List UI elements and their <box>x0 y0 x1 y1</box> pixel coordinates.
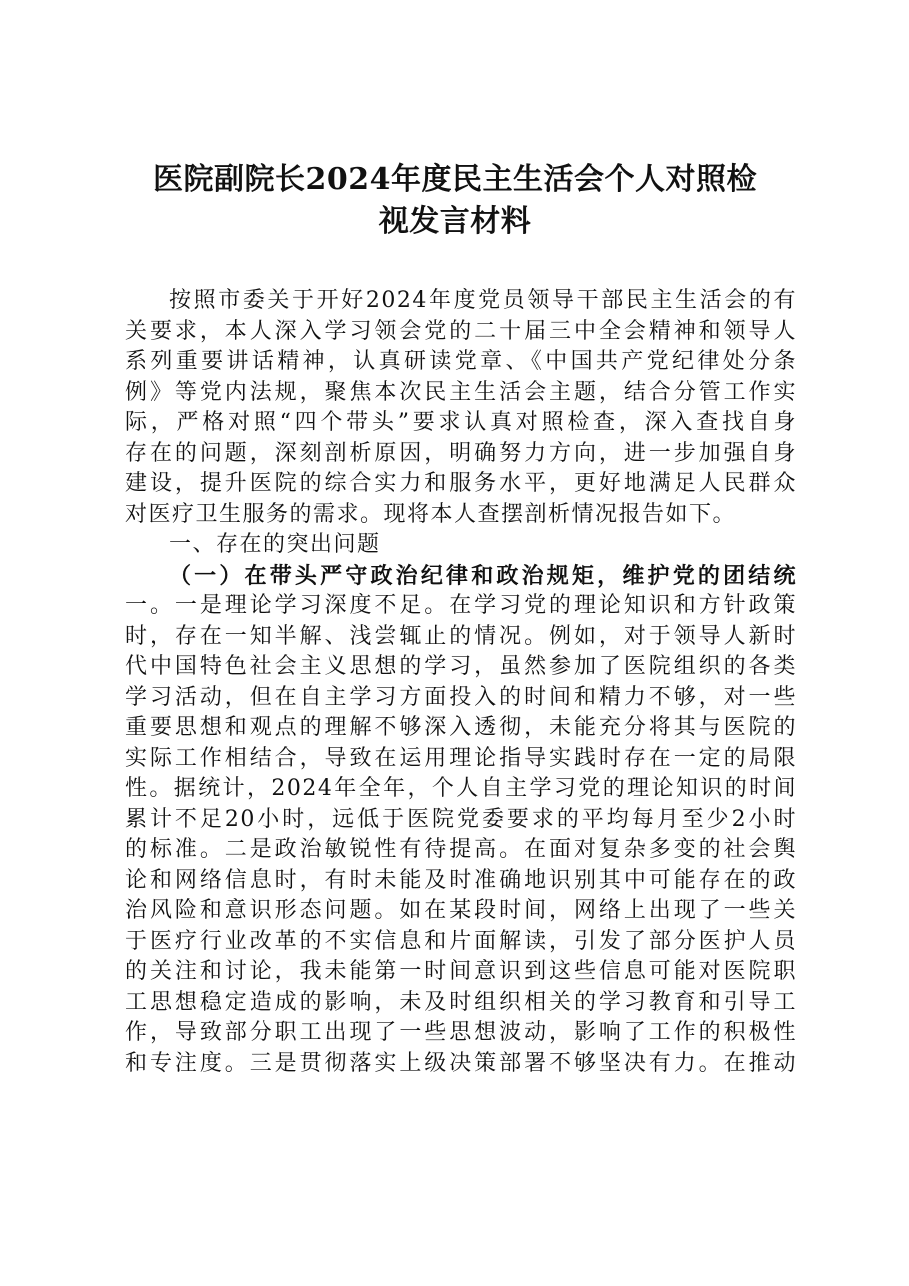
paragraph-line: 和专注度。三是贯彻落实上级决策部署不够坚决有力。在推动 <box>125 1050 797 1076</box>
paragraph-line: 论和网络信息时，有时未能及时准确地识别其中可能存在的政 <box>125 867 797 893</box>
paragraph-line: 际，严格对照“四个带头”要求认真对照检查，深入查找自身 <box>125 410 797 435</box>
paragraph-line: 的标准。二是政治敏锐性有待提高。在面对复杂多变的社会舆 <box>125 837 797 862</box>
paragraph-line: 实际工作相结合，导致在运用理论指导实践时存在一定的局限 <box>125 745 797 771</box>
paragraph-line: 代中国特色社会主义思想的学习，虽然参加了医院组织的各类 <box>125 654 797 679</box>
paragraph-line: 学习活动，但在自主学习方面投入的时间和精力不够，对一些 <box>125 684 797 710</box>
paragraph-line: 工思想稳定造成的影响，未及时组织相关的学习教育和引导工 <box>125 989 797 1015</box>
section-heading: 一、存在的突出问题 <box>169 532 381 557</box>
paragraph-line: 的关注和讨论，我未能第一时间意识到这些信息可能对医院职 <box>125 959 797 984</box>
paragraph-line: 累计不足20小时，远低于医院党委要求的平均每月至少2小时 <box>125 806 797 832</box>
paragraph-line: 对医疗卫生服务的需求。现将本人查摆剖析情况报告如下。 <box>125 501 737 527</box>
paragraph-line: 作，导致部分职工出现了一些思想波动，影响了工作的积极性 <box>125 1020 797 1045</box>
intro-paragraph <box>125 286 797 1079</box>
document-title-line-1: 医院副院长2024年度民主生活会个人对照检 <box>153 162 757 197</box>
paragraph-line: 存在的问题，深刻剖析原因，明确努力方向，进一步加强自身 <box>125 440 797 466</box>
paragraph-line: 关要求，本人深入学习领会党的二十届三中全会精神和领导人 <box>125 318 797 344</box>
subsection-heading: （一）在带头严守政治纪律和政治规矩，维护党的团结统 <box>169 562 797 589</box>
paragraph-line: 一。一是理论学习深度不足。在学习党的理论知识和方针政策 <box>125 593 797 618</box>
document-title-line-2: 视发言材料 <box>378 204 532 239</box>
paragraph-line: 系列重要讲话精神，认真研读党章、《中国共产党纪律处分条 <box>125 349 797 374</box>
paragraph-line: 例》等党内法规，聚焦本次民主生活会主题，结合分管工作实 <box>125 379 797 405</box>
paragraph-line: 性。据统计，2024年全年，个人自主学习党的理论知识的时间 <box>125 776 797 801</box>
paragraph-line: 建设，提升医院的综合实力和服务水平，更好地满足人民群众 <box>125 471 797 496</box>
paragraph-line: 于医疗行业改革的不实信息和片面解读，引发了部分医护人员 <box>125 928 797 954</box>
paragraph-line: 治风险和意识形态问题。如在某段时间，网络上出现了一些关 <box>125 898 797 923</box>
paragraph-line: 重要思想和观点的理解不够深入透彻，未能充分将其与医院的 <box>125 715 797 740</box>
paragraph-line: 时，存在一知半解、浅尝辄止的情况。例如，对于领导人新时 <box>125 623 797 649</box>
paragraph-line: 按照市委关于开好2024年度党员领导干部民主生活会的有 <box>169 288 797 313</box>
